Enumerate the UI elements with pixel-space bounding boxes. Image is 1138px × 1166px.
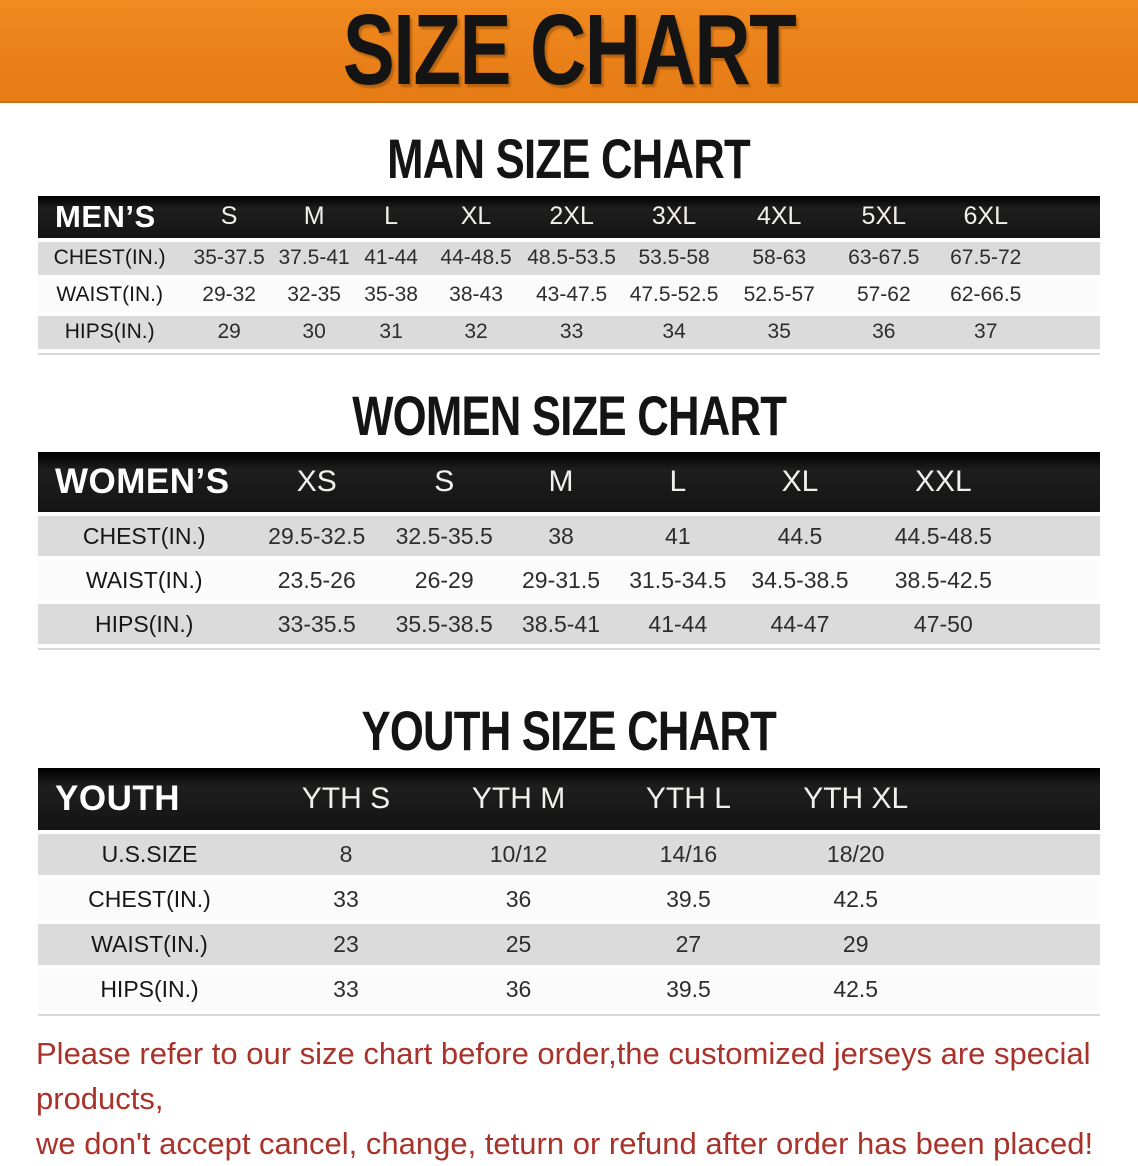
size-cell: 41 (617, 516, 739, 556)
size-cell: 29-31.5 (505, 560, 617, 600)
size-column-header: 2XL (521, 196, 622, 238)
size-column-header: YTH L (606, 768, 771, 830)
women-section-heading-text: WOMEN SIZE CHART (351, 383, 786, 447)
disclaimer-note (36, 1031, 1102, 1166)
size-cell: 67.5-72 (935, 242, 1036, 275)
row-label: HIPS(IN.) (38, 604, 250, 644)
size-cell: 32.5-35.5 (383, 516, 505, 556)
size-cell: 44-48.5 (431, 242, 521, 275)
table-header-row (38, 768, 1100, 830)
size-cell: 29 (181, 316, 277, 349)
size-cell: 38-43 (431, 279, 521, 312)
size-cell: 35 (726, 316, 832, 349)
size-column-header: S (383, 452, 505, 512)
cell-filler (941, 834, 1100, 875)
size-cell: 38 (505, 516, 617, 556)
size-chart-banner (0, 0, 1138, 106)
cell-filler (941, 879, 1100, 920)
table-row (38, 516, 1100, 556)
table-row (38, 242, 1100, 275)
header-filler (941, 768, 1100, 830)
size-cell: 38.5-42.5 (861, 560, 1026, 600)
size-column-header: XL (739, 452, 861, 512)
size-cell: 52.5-57 (726, 279, 832, 312)
size-column-header: S (181, 196, 277, 238)
size-cell: 23.5-26 (250, 560, 383, 600)
table-row (38, 604, 1100, 644)
size-column-header: YTH XL (771, 768, 941, 830)
size-cell: 48.5-53.5 (521, 242, 622, 275)
size-column-header: M (277, 196, 351, 238)
size-cell: 32-35 (277, 279, 351, 312)
cell-filler (941, 924, 1100, 965)
size-cell: 43-47.5 (521, 279, 622, 312)
table-header-row (38, 452, 1100, 512)
disclaimer-line-2: we don't accept cancel, change, teturn or refund after order has been placed! (36, 1125, 1094, 1161)
size-cell: 34 (622, 316, 726, 349)
size-column-header: M (505, 452, 617, 512)
size-cell: 35-38 (351, 279, 431, 312)
size-column-header: XL (431, 196, 521, 238)
size-cell: 35.5-38.5 (383, 604, 505, 644)
men-size-table (38, 192, 1100, 355)
size-cell: 31.5-34.5 (617, 560, 739, 600)
size-column-header: L (351, 196, 431, 238)
row-label: HIPS(IN.) (38, 969, 261, 1010)
table-row (38, 316, 1100, 349)
header-filler (1026, 452, 1100, 512)
size-column-header: 6XL (935, 196, 1036, 238)
size-cell: 41-44 (351, 242, 431, 275)
size-cell: 33-35.5 (250, 604, 383, 644)
size-column-header: 4XL (726, 196, 832, 238)
women-size-table (38, 448, 1100, 650)
size-cell: 57-62 (832, 279, 935, 312)
size-cell: 47-50 (861, 604, 1026, 644)
cell-filler (1026, 604, 1100, 644)
size-cell: 37.5-41 (277, 242, 351, 275)
size-cell: 38.5-41 (505, 604, 617, 644)
size-cell: 63-67.5 (832, 242, 935, 275)
size-cell: 42.5 (771, 969, 941, 1010)
table-title: MEN’S (38, 196, 181, 238)
header-filler (1036, 196, 1100, 238)
table-row (38, 834, 1100, 875)
cell-filler (941, 969, 1100, 1010)
size-column-header: XXL (861, 452, 1026, 512)
men-section-heading-text: MAN SIZE CHART (387, 127, 751, 190)
size-cell: 10/12 (431, 834, 606, 875)
size-cell: 29 (771, 924, 941, 965)
disclaimer-line-1: Please refer to our size chart before order,the customized jerseys are special products, (36, 1035, 1091, 1116)
youth-section (38, 700, 1100, 1016)
size-cell: 39.5 (606, 879, 771, 920)
row-label: HIPS(IN.) (38, 316, 181, 349)
table-title: YOUTH (38, 768, 261, 830)
size-cell: 58-63 (726, 242, 832, 275)
row-label: CHEST(IN.) (38, 242, 181, 275)
size-cell: 53.5-58 (622, 242, 726, 275)
size-cell: 36 (431, 969, 606, 1010)
table-row (38, 879, 1100, 920)
row-label: U.S.SIZE (38, 834, 261, 875)
women-section-heading (38, 385, 1100, 447)
table-row (38, 969, 1100, 1010)
size-cell: 14/16 (606, 834, 771, 875)
size-column-header: L (617, 452, 739, 512)
cell-filler (1026, 560, 1100, 600)
size-cell: 25 (431, 924, 606, 965)
row-label: WAIST(IN.) (38, 560, 250, 600)
size-cell: 47.5-52.5 (622, 279, 726, 312)
size-cell: 62-66.5 (935, 279, 1036, 312)
size-cell: 8 (261, 834, 431, 875)
table-header-row (38, 196, 1100, 238)
table-row (38, 560, 1100, 600)
size-cell: 32 (431, 316, 521, 349)
size-column-header: XS (250, 452, 383, 512)
size-cell: 33 (521, 316, 622, 349)
size-cell: 42.5 (771, 879, 941, 920)
men-section-heading (38, 128, 1100, 190)
size-cell: 31 (351, 316, 431, 349)
size-cell: 41-44 (617, 604, 739, 644)
size-column-header: YTH S (261, 768, 431, 830)
size-column-header: 3XL (622, 196, 726, 238)
cell-filler (1036, 242, 1100, 275)
size-cell: 23 (261, 924, 431, 965)
size-cell: 35-37.5 (181, 242, 277, 275)
cell-filler (1036, 279, 1100, 312)
size-cell: 34.5-38.5 (739, 560, 861, 600)
size-cell: 36 (431, 879, 606, 920)
size-chart-content (0, 128, 1138, 1016)
youth-section-heading-text: YOUTH SIZE CHART (361, 699, 777, 763)
table-row (38, 279, 1100, 312)
cell-filler (1026, 516, 1100, 556)
row-label: WAIST(IN.) (38, 279, 181, 312)
size-cell: 36 (832, 316, 935, 349)
page-title: SIZE CHART (342, 0, 796, 106)
youth-section-heading (38, 700, 1100, 762)
size-cell: 39.5 (606, 969, 771, 1010)
size-cell: 26-29 (383, 560, 505, 600)
size-cell: 37 (935, 316, 1036, 349)
men-section (38, 128, 1100, 355)
size-cell: 33 (261, 969, 431, 1010)
size-cell: 30 (277, 316, 351, 349)
size-column-header: YTH M (431, 768, 606, 830)
table-row (38, 924, 1100, 965)
row-label: CHEST(IN.) (38, 879, 261, 920)
row-label: CHEST(IN.) (38, 516, 250, 556)
size-cell: 18/20 (771, 834, 941, 875)
size-cell: 29.5-32.5 (250, 516, 383, 556)
size-cell: 33 (261, 879, 431, 920)
table-title: WOMEN’S (38, 452, 250, 512)
row-label: WAIST(IN.) (38, 924, 261, 965)
size-cell: 29-32 (181, 279, 277, 312)
women-section (38, 385, 1100, 651)
size-cell: 44.5-48.5 (861, 516, 1026, 556)
size-column-header: 5XL (832, 196, 935, 238)
size-cell: 44.5 (739, 516, 861, 556)
youth-size-table (38, 764, 1100, 1016)
cell-filler (1036, 316, 1100, 349)
size-cell: 27 (606, 924, 771, 965)
size-cell: 44-47 (739, 604, 861, 644)
